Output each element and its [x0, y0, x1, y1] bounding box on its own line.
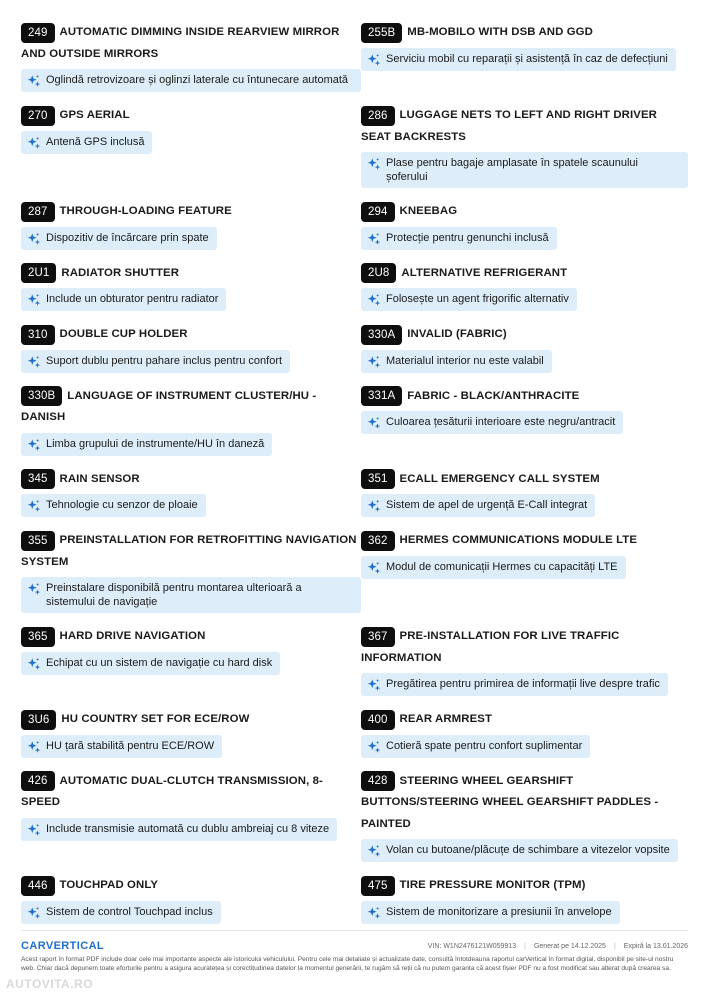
equipment-title — [21, 324, 361, 346]
equipment-name: HERMES COMMUNICATIONS MODULE LTE — [399, 534, 638, 547]
option-code-badge: 3U6 — [21, 710, 56, 730]
equipment-item — [21, 105, 361, 201]
option-code-badge: 249 — [21, 23, 55, 43]
equipment-item — [361, 771, 688, 876]
description-text: Sistem de apel de urgență E-Call integrat — [386, 499, 588, 512]
ai-sparkle-icon — [367, 499, 381, 513]
equipment-description — [361, 350, 552, 373]
equipment-name: HARD DRIVE NAVIGATION — [59, 630, 206, 643]
option-code-badge: 255B — [361, 23, 402, 43]
description-text: Serviciu mobil cu reparații și asistență în caz de defecțiuni — [386, 52, 668, 65]
equipment-name: REAR ARMREST — [399, 713, 493, 726]
vin-text: VIN: W1N2476121W059913 — [427, 942, 517, 950]
carvertical-logo: CARVERTICAL — [21, 940, 105, 952]
option-code-badge: 365 — [21, 627, 55, 647]
option-code-badge: 351 — [361, 469, 395, 489]
ai-sparkle-icon — [367, 355, 381, 369]
equipment-description — [361, 735, 590, 758]
footer-top — [21, 939, 688, 953]
equipment-item — [361, 201, 688, 263]
equipment-description — [361, 227, 557, 250]
equipment-name: INVALID (FABRIC) — [407, 328, 507, 341]
option-code-badge: 345 — [21, 469, 55, 489]
ai-sparkle-icon — [367, 906, 381, 920]
equipment-item — [21, 771, 361, 876]
equipment-name: FABRIC - BLACK/ANTHRACITE — [407, 389, 580, 402]
equipment-description — [361, 288, 577, 311]
equipment-name: TIRE PRESSURE MONITOR (TPM) — [399, 879, 586, 892]
option-code-badge: 362 — [361, 531, 395, 551]
description-text: Cotieră spate pentru confort suplimentar — [386, 739, 583, 752]
description-text: Modul de comunicații Hermes cu capacități LTE — [386, 560, 618, 573]
meta-separator: | — [613, 942, 616, 950]
equipment-title — [21, 201, 361, 223]
equipment-description — [21, 131, 152, 154]
equipment-title — [361, 469, 688, 491]
equipment-description — [361, 48, 676, 71]
option-code-badge: 367 — [361, 627, 395, 647]
equipment-title — [21, 386, 361, 429]
description-text: Sistem de control Touchpad inclus — [46, 905, 213, 918]
description-text: Preinstalare disponibilă pentru montarea ulterioară a sistemului de navigație — [46, 582, 302, 609]
description-text: Dispozitiv de încărcare prin spate — [46, 231, 209, 244]
option-code-badge: 2U8 — [361, 263, 396, 283]
ai-sparkle-icon — [367, 232, 381, 246]
page-footer — [21, 930, 688, 973]
equipment-title — [361, 324, 688, 346]
ai-sparkle-icon — [367, 293, 381, 307]
equipment-title — [21, 263, 361, 285]
description-text: Oglindă retrovizoare și oglinzi laterale cu întunecare automată — [46, 74, 349, 87]
description-text: Include transmisie automată cu dublu ambreiaj cu 8 viteze — [46, 822, 330, 835]
equipment-description — [21, 901, 221, 924]
disclaimer-text: Acest raport în format PDF include doar cele mai importante aspecte ale istoricului vehiculului. Pentru cele mai detaliate și actualizate date, consultă întotdeauna raportul carVertical în format digital, disponibil pe site-ul nostru web. Chiar dacă depunem toate eforturile pentru a asigura acuratețea și corectitudinea datelor la momentul generării, te rugăm să reții că nu putem garanta că acest fișier PDF nu a fost modificat sau alterat după crearea sa. — [21, 956, 674, 972]
equipment-description — [21, 818, 337, 841]
equipment-name: LUGGAGE NETS TO LEFT AND RIGHT DRIVER SEAT BACKRESTS — [361, 109, 657, 143]
equipment-item — [361, 530, 688, 626]
description-text: Protecție pentru genunchi inclusă — [386, 231, 549, 244]
equipment-name: GPS AERIAL — [59, 109, 130, 122]
equipment-title — [21, 530, 361, 573]
description-text: Plase pentru bagaje amplasate în spatele scaunului șoferului — [386, 157, 638, 184]
equipment-description — [361, 556, 626, 579]
equipment-title — [361, 530, 688, 552]
ai-sparkle-icon — [27, 293, 41, 307]
description-text: Culoarea țesăturii interioare este negru/antracit — [386, 416, 616, 429]
equipment-name: PREINSTALLATION FOR RETROFITTING NAVIGATION SYSTEM — [21, 534, 357, 568]
ai-sparkle-icon — [367, 740, 381, 754]
ai-sparkle-icon — [27, 823, 41, 837]
equipment-description — [361, 494, 595, 517]
equipment-name: MB-MOBILO WITH DSB AND GGD — [407, 26, 593, 38]
equipment-title — [361, 771, 688, 836]
option-code-badge: 270 — [21, 106, 55, 126]
ai-sparkle-icon — [27, 136, 41, 150]
option-code-badge: 287 — [21, 202, 55, 222]
meta-separator: | — [524, 942, 526, 950]
option-code-badge: 355 — [21, 531, 55, 551]
option-code-badge: 331A — [361, 386, 402, 406]
ai-sparkle-icon — [367, 53, 381, 67]
equipment-description — [21, 433, 272, 456]
ai-sparkle-icon — [27, 657, 41, 671]
equipment-name: ALTERNATIVE REFRIGERANT — [401, 266, 568, 279]
ai-sparkle-icon — [27, 740, 41, 754]
equipment-title — [21, 469, 361, 491]
equipment-description — [361, 411, 623, 434]
equipment-title — [21, 626, 361, 648]
ai-sparkle-icon — [27, 232, 41, 246]
equipment-item — [21, 875, 361, 937]
equipment-title — [21, 709, 361, 731]
option-code-badge: 2U1 — [21, 263, 56, 283]
equipment-name: HU COUNTRY SET FOR ECE/ROW — [61, 713, 250, 726]
ai-sparkle-icon — [27, 438, 41, 452]
ai-sparkle-icon — [27, 74, 41, 88]
description-text: Suport dublu pentru pahare inclus pentru confort — [46, 354, 283, 367]
equipment-item — [361, 469, 688, 531]
equipment-name: AUTOMATIC DIMMING INSIDE REARVIEW MIRROR AND OUTSIDE MIRRORS — [21, 26, 340, 60]
equipment-title — [21, 771, 361, 814]
equipment-item — [361, 263, 688, 325]
equipment-description — [21, 494, 206, 517]
equipment-item — [21, 709, 361, 771]
expiry-date: Expiră la 13.01.2026 — [623, 942, 688, 950]
equipment-title — [361, 386, 688, 408]
equipment-name: KNEEBAG — [399, 205, 458, 218]
equipment-item — [21, 324, 361, 386]
equipment-description — [21, 577, 361, 613]
equipment-description — [361, 839, 678, 862]
equipment-title — [361, 709, 688, 731]
equipment-name: RAIN SENSOR — [59, 472, 140, 485]
equipment-item — [361, 709, 688, 771]
equipment-title — [361, 105, 688, 148]
ai-sparkle-icon — [27, 582, 41, 596]
equipment-item — [21, 201, 361, 263]
ai-sparkle-icon — [27, 906, 41, 920]
ai-sparkle-icon — [27, 355, 41, 369]
equipment-description — [21, 652, 280, 675]
equipment-name: TOUCHPAD ONLY — [59, 879, 159, 892]
equipment-name: AUTOMATIC DUAL-CLUTCH TRANSMISSION, 8-SPEED — [21, 774, 323, 809]
generated-date: Generat pe 14.12.2025 — [533, 942, 606, 950]
description-text: Volan cu butoane/plăcuțe de schimbare a vitezelor vopsite — [386, 844, 670, 857]
option-code-badge: 330B — [21, 386, 62, 406]
equipment-name: DOUBLE CUP HOLDER — [59, 328, 188, 341]
ai-sparkle-icon — [367, 416, 381, 430]
equipment-description — [361, 152, 688, 188]
equipment-item — [361, 626, 688, 709]
option-code-badge: 400 — [361, 710, 395, 730]
equipment-item — [21, 22, 361, 105]
ai-sparkle-icon — [367, 157, 381, 171]
equipment-title — [361, 22, 688, 44]
equipment-name: RADIATOR SHUTTER — [61, 266, 180, 279]
ai-sparkle-icon — [367, 561, 381, 575]
equipment-title — [21, 22, 361, 65]
equipment-title — [361, 263, 688, 285]
equipment-item — [21, 530, 361, 626]
equipment-name: PRE-INSTALLATION FOR LIVE TRAFFIC INFORMATION — [361, 630, 620, 664]
ai-sparkle-icon — [27, 499, 41, 513]
equipment-name: LANGUAGE OF INSTRUMENT CLUSTER/HU - DANISH — [21, 389, 317, 424]
equipment-name: ECALL EMERGENCY CALL SYSTEM — [399, 472, 600, 485]
option-code-badge: 428 — [361, 771, 395, 791]
option-code-badge: 475 — [361, 876, 395, 896]
description-text: Folosește un agent frigorific alternativ — [386, 293, 569, 306]
option-code-badge: 294 — [361, 202, 395, 222]
description-text: Sistem de monitorizare a presiunii în anvelope — [386, 905, 612, 918]
equipment-title — [361, 626, 688, 669]
equipment-item — [361, 386, 688, 469]
equipment-title — [21, 875, 361, 897]
ai-sparkle-icon — [367, 678, 381, 692]
description-text: Tehnologie cu senzor de ploaie — [46, 499, 198, 512]
description-text: Materialul interior nu este valabil — [386, 354, 544, 367]
option-code-badge: 310 — [21, 325, 55, 345]
equipment-item — [21, 626, 361, 709]
report-meta — [428, 943, 688, 950]
equipment-description — [361, 901, 620, 924]
description-text: Include un obturator pentru radiator — [46, 293, 219, 306]
option-code-badge: 426 — [21, 771, 55, 791]
equipment-title — [361, 201, 688, 223]
equipment-grid — [21, 22, 688, 937]
description-text: Echipat cu un sistem de navigație cu hard disk — [46, 656, 273, 669]
equipment-description — [21, 288, 226, 311]
description-text: Pregătirea pentru primirea de informații live despre trafic — [386, 678, 660, 691]
equipment-description — [21, 227, 217, 250]
equipment-name: THROUGH-LOADING FEATURE — [59, 205, 232, 218]
equipment-description — [21, 735, 222, 758]
equipment-item — [361, 22, 688, 105]
equipment-name: STEERING WHEEL GEARSHIFT BUTTONS/STEERING WHEEL GEARSHIFT PADDLES - PAINTED — [361, 774, 659, 830]
equipment-item — [361, 324, 688, 386]
equipment-item — [21, 469, 361, 531]
equipment-title — [361, 875, 688, 897]
option-code-badge: 286 — [361, 106, 395, 126]
ai-sparkle-icon — [367, 844, 381, 858]
description-text: Limba grupului de instrumente/HU în daneză — [46, 437, 265, 450]
equipment-item — [361, 105, 688, 201]
equipment-description — [21, 350, 290, 373]
description-text: HU țară stabilită pentru ECE/ROW — [46, 739, 215, 752]
equipment-item — [21, 263, 361, 325]
description-text: Antenă GPS inclusă — [46, 135, 145, 148]
equipment-item — [361, 875, 688, 937]
option-code-badge: 446 — [21, 876, 55, 896]
equipment-description — [21, 69, 361, 92]
option-code-badge: 330A — [361, 325, 402, 345]
equipment-description — [361, 673, 668, 696]
equipment-item — [21, 386, 361, 469]
watermark: AUTOVITA.RO — [6, 977, 94, 991]
equipment-title — [21, 105, 361, 127]
